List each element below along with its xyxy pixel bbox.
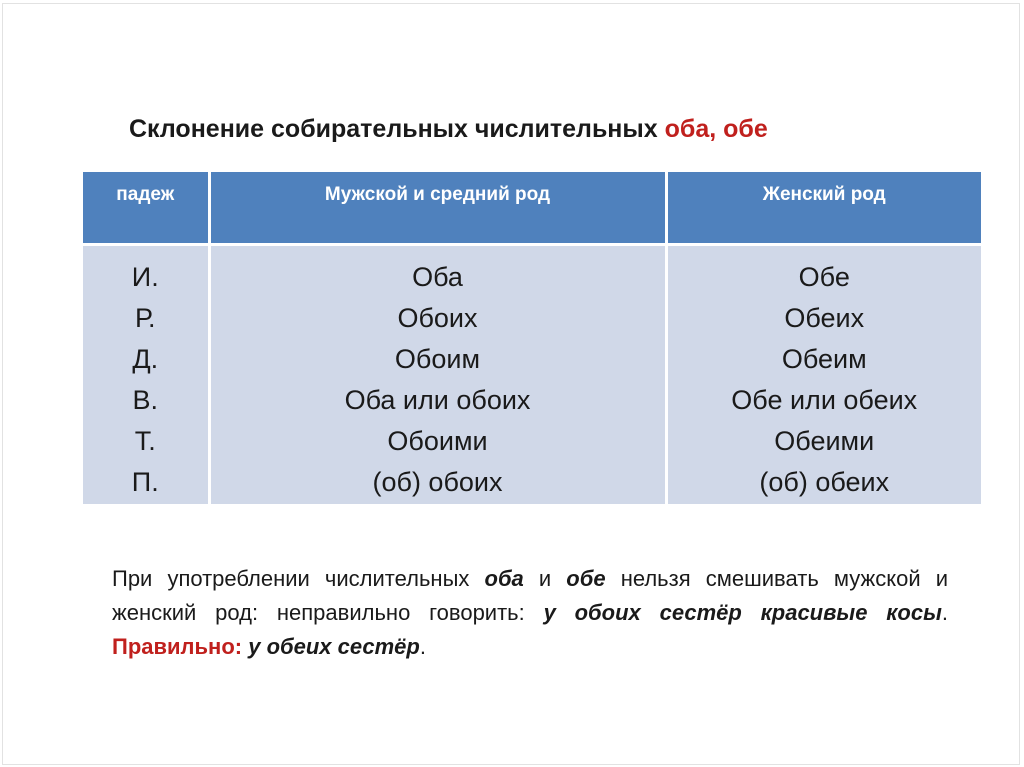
feminine-form: (об) обеих (759, 466, 890, 497)
case-dative: Д. (132, 343, 159, 374)
case-prepositional: П. (131, 466, 159, 497)
usage-note (112, 562, 948, 664)
feminine-form: Обе или обеих (731, 384, 918, 415)
table-body-row (83, 244, 981, 504)
feminine-form: Обеими (774, 425, 875, 456)
masculine-form: Оба (412, 261, 463, 292)
feminine-form: Обе (798, 261, 850, 292)
note-text: . (941, 600, 948, 625)
note-correct-label: Правильно: (112, 634, 243, 659)
case-genitive: Р. (135, 302, 156, 333)
header-case: падеж (83, 172, 209, 244)
masculine-column (209, 244, 666, 504)
declension-table (83, 172, 981, 504)
masculine-form: Обоими (387, 425, 488, 456)
note-text: При употреблении числительных (112, 566, 485, 591)
note-correct-example: у обеих сестёр (248, 634, 420, 659)
feminine-form: Обеим (781, 343, 867, 374)
note-word-obe: обе (566, 566, 606, 591)
note-text: нельзя смешивать мужской и женский род: неправильно говорить: (112, 566, 949, 625)
masculine-form: Обоих (397, 302, 478, 333)
header-feminine: Женский род (666, 172, 981, 244)
masculine-form: Обоим (394, 343, 481, 374)
title-main: Склонение собирательных числительных (129, 115, 665, 143)
slide-title (129, 115, 768, 144)
case-accusative: В. (132, 384, 158, 415)
masculine-form: (об) обоих (372, 466, 503, 497)
note-text: . (419, 634, 426, 659)
note-wrong-example: у обоих сестёр красивые косы (543, 600, 942, 625)
header-masculine-neuter: Мужской и средний род (209, 172, 666, 244)
feminine-column (666, 244, 981, 504)
feminine-form: Обеих (784, 302, 865, 333)
case-column (83, 244, 209, 504)
title-accent: оба, обе (664, 115, 768, 143)
note-word-oba: оба (484, 566, 524, 591)
masculine-form: Оба или обоих (344, 384, 531, 415)
case-instrumental: Т. (134, 425, 156, 456)
case-nominative: И. (131, 261, 159, 292)
table-header-row (83, 172, 981, 244)
note-text: и (523, 566, 567, 591)
